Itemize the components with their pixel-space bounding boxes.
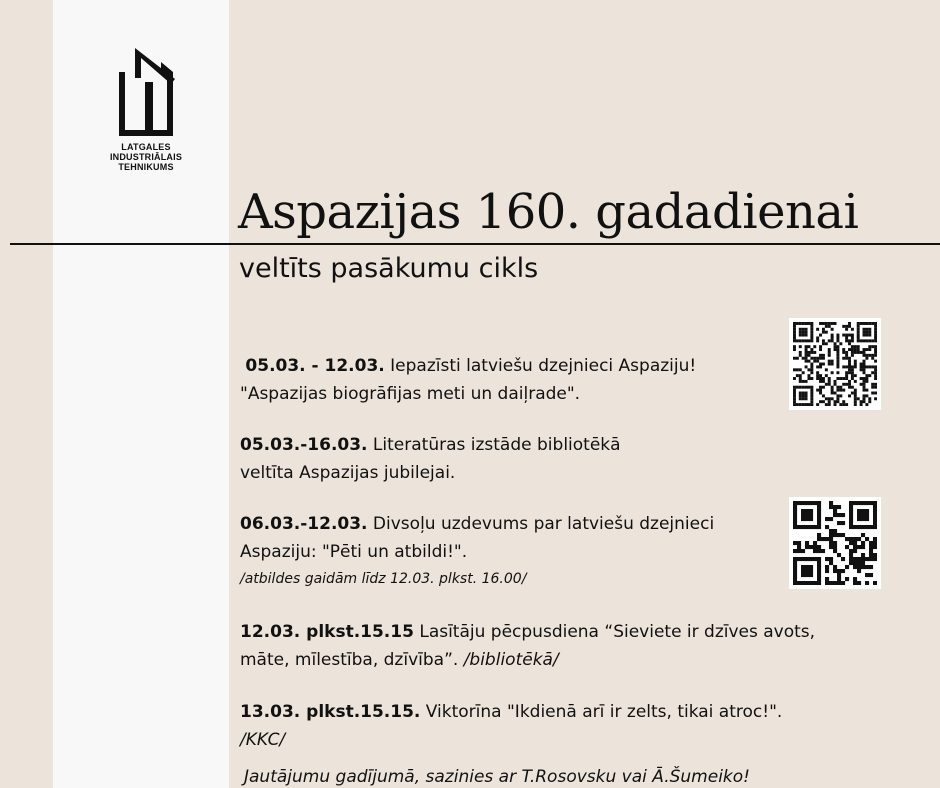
qr-code-icon[interactable] (789, 497, 881, 589)
event-item (240, 510, 714, 592)
event-text: Divsoļu uzdevums par latviešu dzejnieci (367, 514, 715, 534)
event-line (240, 510, 714, 538)
page-subtitle: veltīts pasākumu cikls (239, 253, 539, 284)
event-date: 05.03.-16.03. (240, 435, 368, 455)
event-text: Literatūras izstāde bibliotēkā (367, 435, 621, 455)
title-divider (10, 243, 940, 245)
school-logo (98, 48, 194, 172)
event-text: Iepazīsti latviešu dzejnieci Aspaziju! (384, 356, 697, 376)
event-date: 13.03. plkst.15.15. (240, 702, 421, 722)
event-line: Aspaziju: "Pēti un atbildi!". (240, 542, 468, 562)
logo-line: LATGALES (121, 142, 171, 152)
event-line: veltīta Aspazijas jubilejai. (240, 463, 456, 483)
event-note: /atbildes gaidām līdz 12.03. plkst. 16.00/ (240, 571, 527, 587)
event-text: māte, mīlestība, dzīvība”. (240, 650, 464, 670)
event-date: 05.03. - 12.03. (245, 356, 385, 376)
logo-text (98, 142, 194, 172)
event-text: Lasītāju pēcpusdiena “Sieviete ir dzīves avots, (413, 622, 816, 642)
event-line (240, 352, 696, 380)
page-title: Aspazijas 160. gadadienai (238, 184, 859, 240)
event-item (240, 698, 782, 754)
contact-note: Jautājumu gadījumā, sazinies ar T.Rosovsku vai Ā.Šumeiko! (244, 767, 750, 787)
event-line (240, 698, 782, 726)
qr-code-icon[interactable] (789, 318, 881, 410)
event-line: "Aspazijas biogrāfijas meti un daiļrade". (240, 384, 581, 404)
event-line (240, 646, 815, 674)
event-date: 12.03. plkst.15.15 (240, 622, 414, 642)
event-line (240, 618, 815, 646)
logo-line: INDUSTRIĀLAIS (109, 152, 183, 162)
event-line (240, 726, 782, 754)
event-location: /bibliotēkā/ (463, 650, 559, 670)
event-item (240, 618, 815, 674)
logo-line: TEHNIKUMS (118, 162, 174, 172)
event-text: Viktorīna "Ikdienā arī ir zelts, tikai atroc!". (420, 702, 783, 722)
house-logo-icon (111, 48, 181, 136)
event-item (240, 352, 696, 408)
event-date: 06.03.-12.03. (240, 514, 368, 534)
event-line (240, 431, 621, 459)
event-location: /KKC/ (240, 730, 286, 750)
event-item (240, 431, 621, 487)
